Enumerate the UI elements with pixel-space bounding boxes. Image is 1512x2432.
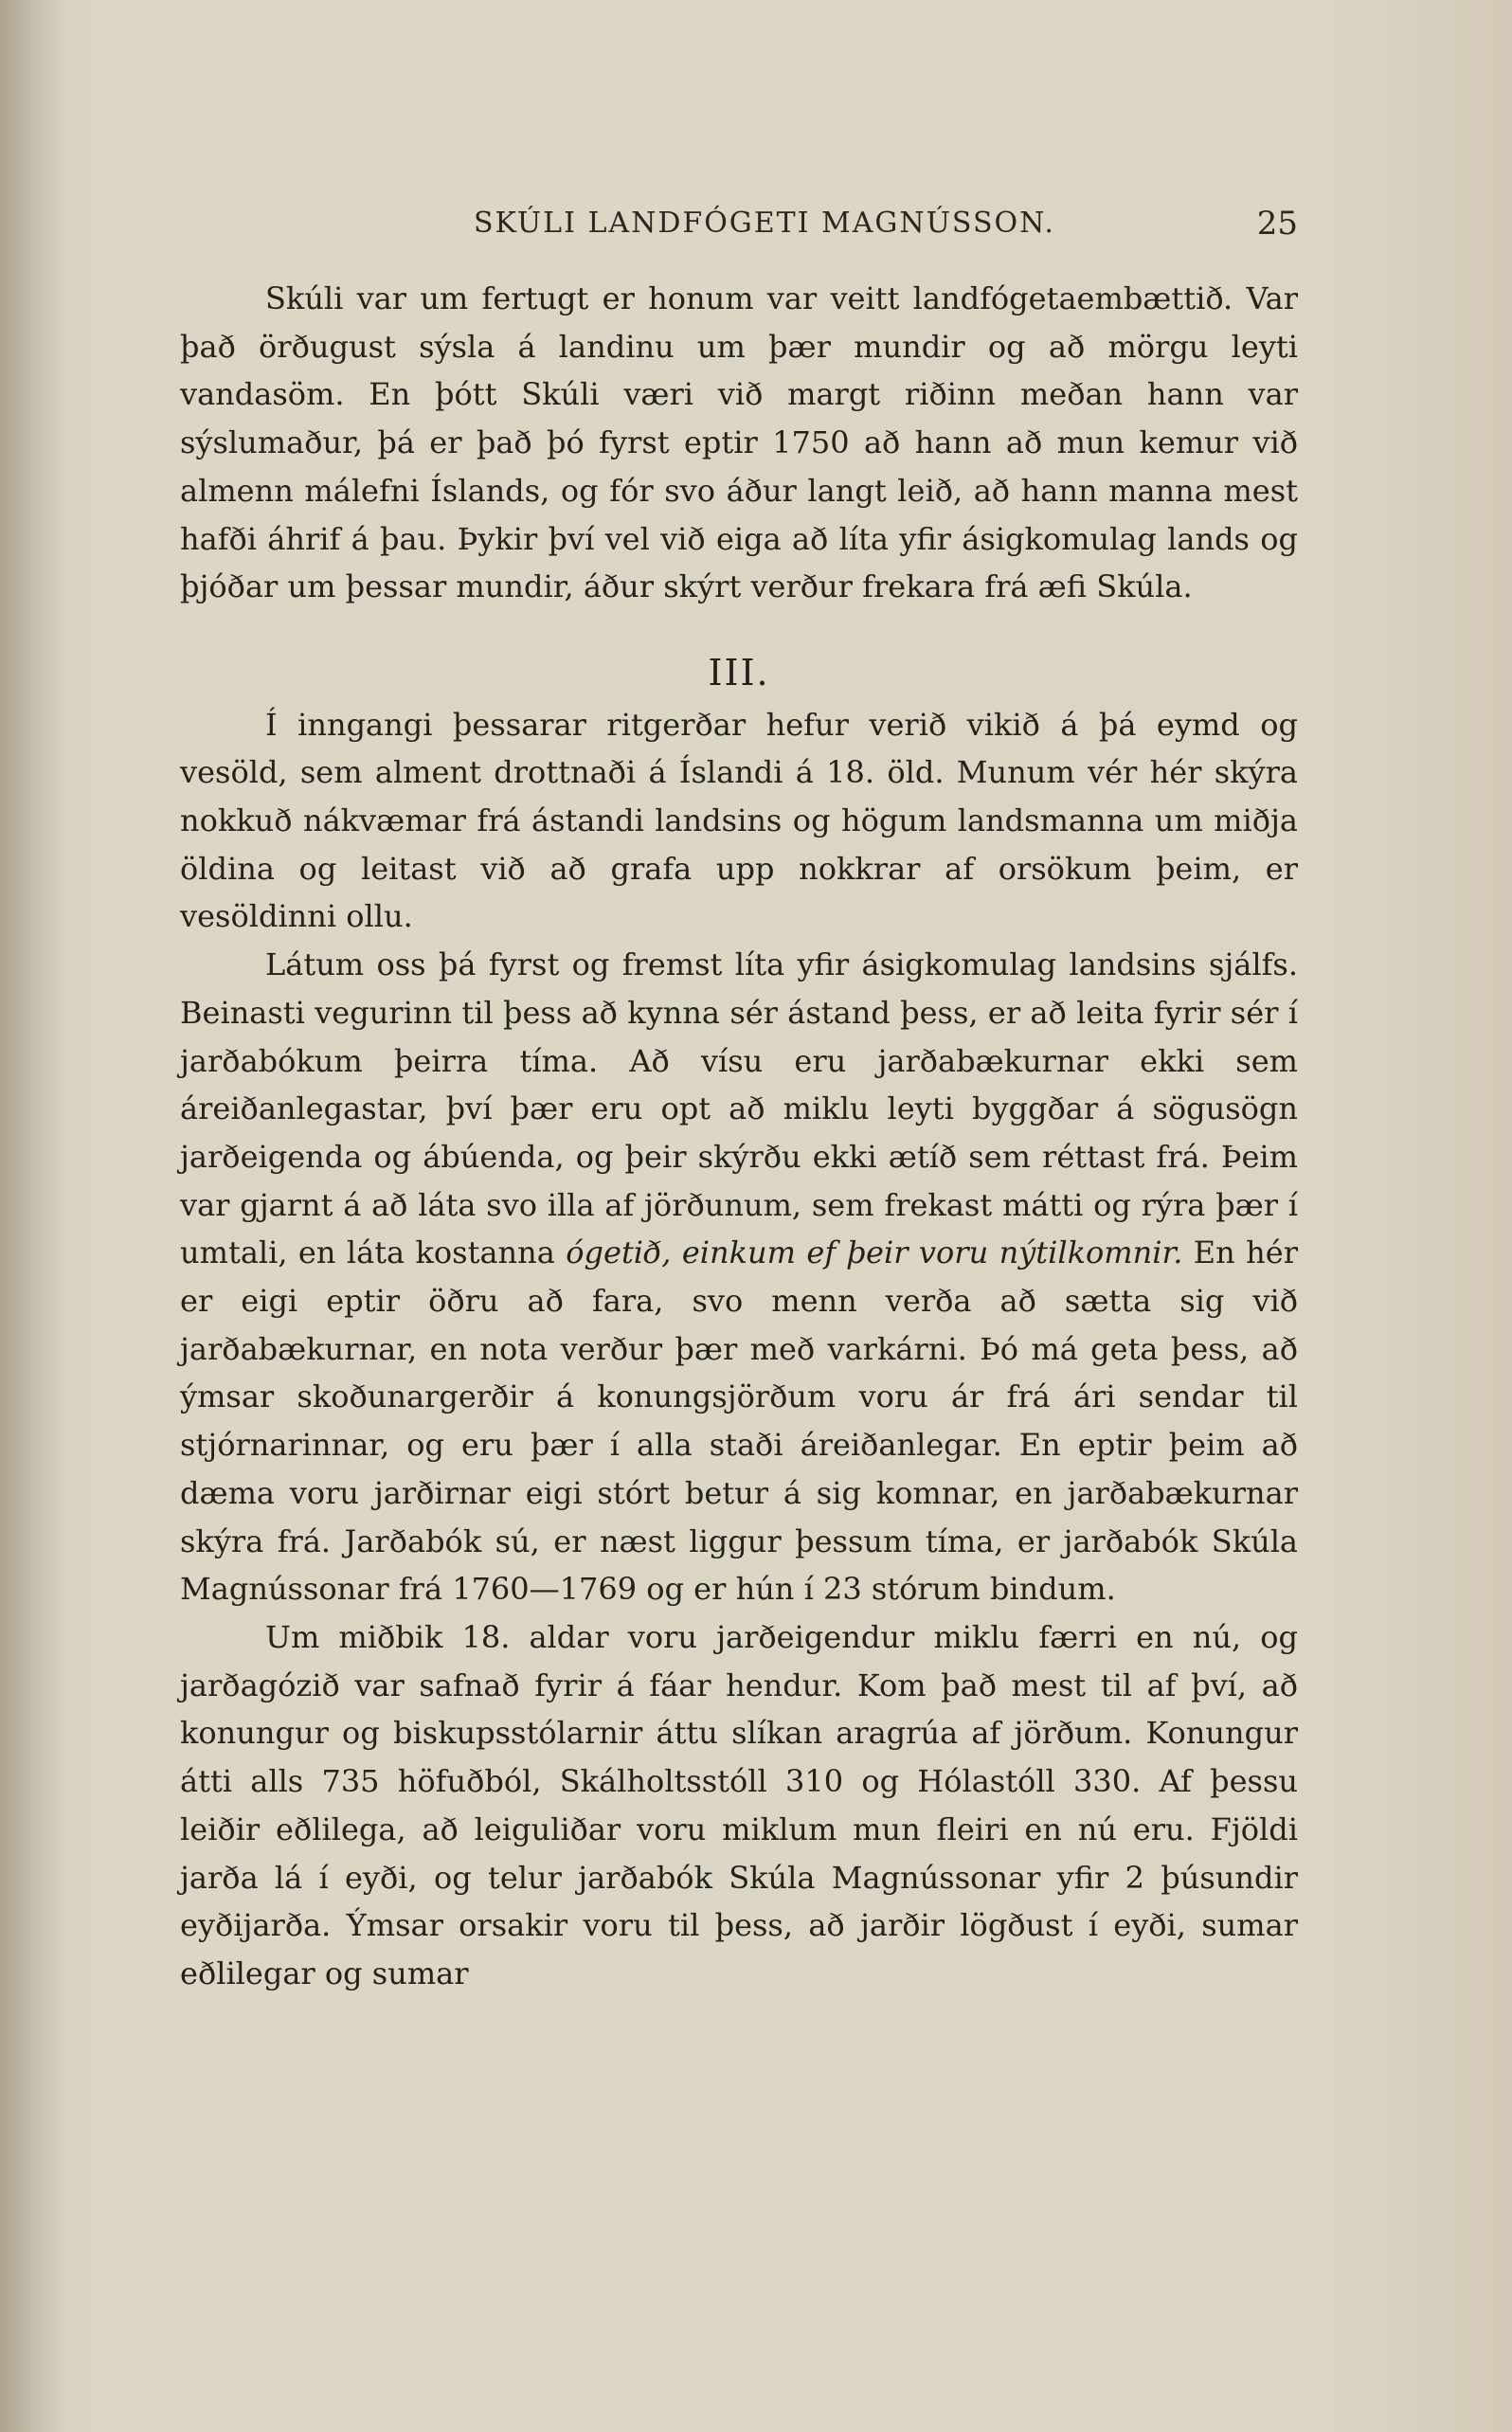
paragraph-text: Látum oss þá fyrst og fremst líta yfir ásigkomulag landsins sjálfs. Beinasti vegurinn til þess að kynna sér ástand þess, er að leita fyrir sér í jarðabókum þeirra tíma. Að vísu eru jarðabækurnar ekki sem áreiðanlegastar, því þær eru opt að miklu leyti byggðar á sögusögn jarðeigenda og ábúenda, og þeir skýrðu ekki ætíð sem réttast frá. Þeim var gjarnt á að láta svo illa af jörðunum, sem frekast mátti og rýra þær í umtali, en láta kostanna <box>180 946 1298 1271</box>
paragraph: Um miðbik 18. aldar voru jarðeigendur miklu færri en nú, og jarðagózið var safnað fyrir á fáar hendur. Kom það mest til af því, að konungur og biskupsstólarnir áttu slíkan aragrúa af jörðum. Konungur átti alls 735 höfuðból, Skálholtsstóll 310 og Hólastóll 330. Af þessu leiðir eðlilega, að leiguliðar voru miklum mun fleiri en nú eru. Fjöldi jarða lá í eyði, og telur jarðabók Skúla Magnússonar yfir 2 þúsundir eyðijarða. Ýmsar orsakir voru til þess, að jarðir lögðust í eyði, sumar eðlilegar og sumar <box>180 1618 1298 1991</box>
italic-text: ógetið, einkum ef þeir voru nýtilkomnir. <box>566 1234 1183 1271</box>
page-number: 25 <box>1256 205 1298 243</box>
running-head <box>180 197 1298 254</box>
paragraph <box>180 941 1298 1613</box>
paragraph-text: En hér er eigi eptir öðru að fara, svo menn verða að sætta sig við jarðabækurnar, en nota verður þær með varkárni. Þó má geta þess, að ýmsar skoðunargerðir á konungsjörðum voru ár frá ári sendar til stjórnarinnar, og eru þær í alla staði áreiðanlegar. En eptir þeim að dæma voru jarðirnar eigi stórt betur á sig komnar, en jarðabækurnar skýra frá. Jarðabók sú, er næst liggur þessum tíma, er jarðabók Skúla Magnússonar frá 1760—1769 og er hún í 23 stórum bindum. <box>180 1234 1299 1608</box>
body-text <box>180 275 1298 1998</box>
paragraph: Í inngangi þessarar ritgerðar hefur verið vikið á þá eymd og vesöld, sem alment drottnaði á Íslandi á 18. öld. Munum vér hér skýra nokkuð nákvæmar frá ástandi landsins og högum landsmanna um miðja öldina og leitast við að grafa upp nokkrar af orsökum þeim, er vesöldinni ollu. <box>180 706 1298 935</box>
gutter-shadow <box>0 0 66 2432</box>
paragraph: Skúli var um fertugt er honum var veitt landfógetaembættið. Var það örðugust sýsla á landinu um þær mundir og að mörgu leyti vandasöm. En þótt Skúli væri við margt riðinn meðan hann var sýslumaður, þá er það þó fyrst eptir 1750 að hann að mun kemur við almenn málefni Íslands, og fór svo áður langt leið, að hann manna mest hafði áhrif á þau. Þykir því vel við eiga að líta yfir ásigkomulag lands og þjóðar um þessar mundir, áður skýrt verður frekara frá æfi Skúla. <box>180 280 1298 605</box>
running-head-title: SKÚLI LANDFÓGETI MAGNÚSSON. <box>474 207 1055 240</box>
section-heading: III. <box>708 651 770 694</box>
